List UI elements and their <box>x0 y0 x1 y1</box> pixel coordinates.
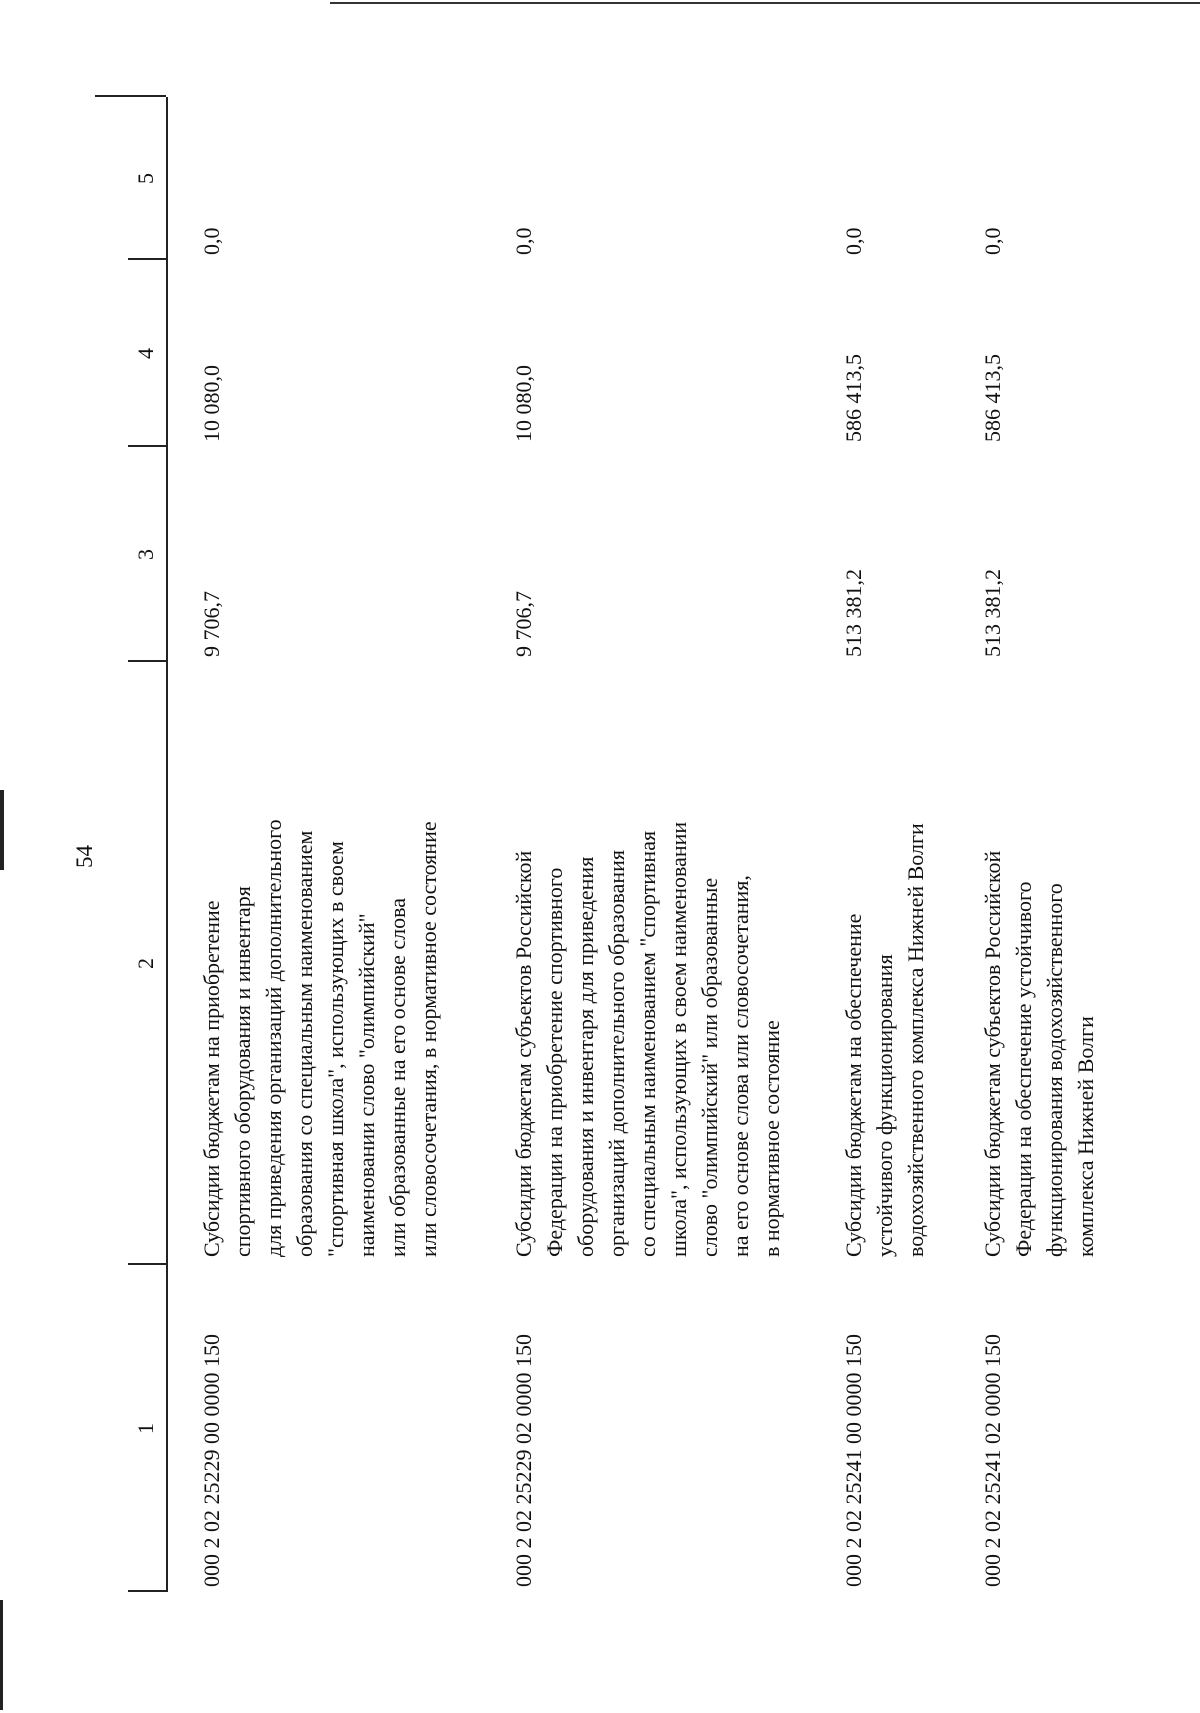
amount-column-3: 513 381,2 <box>980 569 1005 657</box>
income-description: Субсидии бюджетам на приобретение спортивного оборудования и инвентаря для приведения организаций дополнительного образования со специальным наименованием "спортивная школа", использующих в своем наименовании слово "олимпийский" или образованные на его основе слова или словосочетания, в нормативное состояние <box>199 819 441 1257</box>
income-description: Субсидии бюджетам субъектов Российской Федерации на приобретение спортивного оборудования и инвентаря для приведения организаций дополнительного образования со специальным наименованием "спортивная школа", использующих в своем наименовании слово "олимпийский" или образованные на его основе слова или словосочетания, в нормативное состояние <box>511 821 784 1257</box>
amount-column-5: 0,0 <box>511 227 536 255</box>
amount-column-3: 9 706,7 <box>511 591 536 657</box>
income-description: Субсидии бюджетам на обеспечение устойчивого функционирования водохозяйственного комплекса Нижней Волги <box>841 823 928 1257</box>
column-header-4: 4 <box>133 348 158 359</box>
amount-column-5: 0,0 <box>980 227 1005 255</box>
amount-column-5: 0,0 <box>841 227 866 255</box>
budget-code: 000 2 02 25229 02 0000 150 <box>511 1334 536 1587</box>
amount-column-3: 9 706,7 <box>199 591 224 657</box>
amount-column-4: 586 413,5 <box>980 354 1005 442</box>
budget-code: 000 2 02 25229 00 0000 150 <box>199 1334 224 1587</box>
budget-code: 000 2 02 25241 00 0000 150 <box>841 1334 866 1587</box>
income-description: Субсидии бюджетам субъектов Российской Федерации на обеспечение устойчивого функционирования водохозяйственного комплекса Нижней Волги <box>980 850 1098 1257</box>
column-header-1: 1 <box>133 1423 158 1434</box>
amount-column-5: 0,0 <box>199 227 224 255</box>
header-rule <box>166 97 168 1592</box>
page-number: 54 <box>72 845 97 868</box>
column-header-3: 3 <box>133 549 158 560</box>
amount-column-4: 10 080,0 <box>511 365 536 442</box>
column-header-5: 5 <box>133 173 158 184</box>
amount-column-4: 586 413,5 <box>841 354 866 442</box>
amount-column-4: 10 080,0 <box>199 365 224 442</box>
column-header-2: 2 <box>133 958 158 969</box>
budget-code: 000 2 02 25241 02 0000 150 <box>980 1334 1005 1587</box>
amount-column-3: 513 381,2 <box>841 569 866 657</box>
